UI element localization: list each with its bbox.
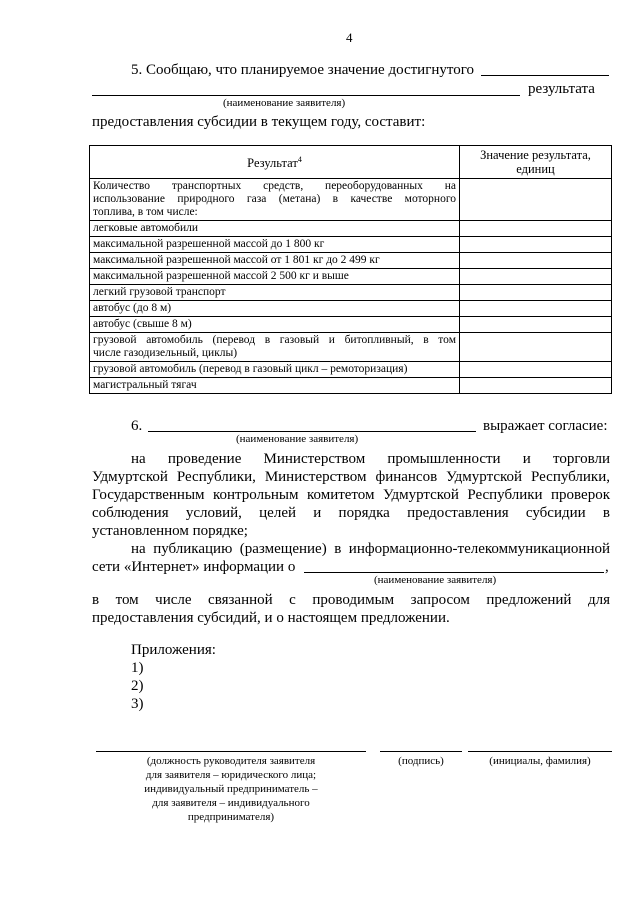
table-row [90, 269, 612, 285]
row-label: магистральный тягач [90, 378, 460, 394]
table-row [90, 362, 612, 378]
attachment-item-1: 1) [131, 660, 144, 676]
signature-sign-line [380, 751, 462, 752]
section6-blank-1 [148, 431, 476, 432]
section6-caption-2: (наименование заявителя) [374, 574, 497, 586]
section5-blank-2 [92, 95, 520, 96]
section5-blank-1 [481, 75, 609, 76]
section6-number: 6. [131, 418, 143, 434]
results-table [89, 145, 612, 394]
attachment-item-3: 3) [131, 696, 144, 712]
section6-p2-line1: на публикацию (размещение) в информационно-телекоммуникационной [131, 541, 610, 557]
table-row [90, 221, 612, 237]
table-row [90, 301, 612, 317]
section6-p2-line2: сети «Интернет» информации о [92, 559, 296, 575]
page-number: 4 [346, 30, 353, 45]
header-value: Значение результата, единиц [460, 146, 612, 179]
header-result: Результат$^4$ [90, 146, 460, 179]
row-label: Количество транспортных средств, переоборудованных на использование природного газа (метана) в качестве моторного топлива, в том числе: [90, 179, 460, 221]
row-value-input[interactable] [460, 179, 612, 221]
row-value-input[interactable] [460, 221, 612, 237]
table-row [90, 179, 612, 221]
section6-caption-1: (наименование заявителя) [236, 433, 359, 445]
section6-p1-line2: Удмуртской Республики, Министерством финансов Удмуртской Республики, [92, 469, 610, 485]
signature-name-caption: (инициалы, фамилия) [489, 755, 591, 767]
row-value-input[interactable] [460, 269, 612, 285]
row-label: грузовой автомобиль (перевод в газовый и битопливный, в том числе газодизельный, циклы) [90, 333, 460, 362]
signature-position-caption: (должность руководителя заявителя для заявителя – юридического лица; индивидуальный предприниматель – для заявителя – индивидуального предпринимателя) [144, 755, 318, 823]
section5-line3: предоставления субсидии в текущем году, составит: [92, 114, 426, 130]
row-value-input[interactable] [460, 253, 612, 269]
row-value-input[interactable] [460, 301, 612, 317]
row-label: грузовой автомобиль (перевод в газовый цикл – ремоторизация) [90, 362, 460, 378]
section5-result-word: результата [528, 81, 595, 97]
table-row [90, 317, 612, 333]
row-label: максимальной разрешенной массой от 1 801 кг до 2 499 кг [90, 253, 460, 269]
signature-name-line [468, 751, 612, 752]
section5-caption: (наименование заявителя) [223, 97, 346, 109]
section6-p3-line1: в том числе связанной с проводимым запросом предложений для [92, 592, 610, 608]
row-label: автобус (свыше 8 м) [90, 317, 460, 333]
table-row [90, 237, 612, 253]
signature-position-line [96, 751, 366, 752]
row-label: максимальной разрешенной массой до 1 800 кг [90, 237, 460, 253]
row-label: легкий грузовой транспорт [90, 285, 460, 301]
table-row [90, 253, 612, 269]
row-value-input[interactable] [460, 285, 612, 301]
section6-consent: выражает согласие: [483, 418, 608, 434]
table-row [90, 333, 612, 362]
section6-p1-line4: соблюдения условий, целей и порядка предоставления субсидии в [92, 505, 610, 521]
signature-sign-caption: (подпись) [398, 755, 444, 767]
table-row [90, 285, 612, 301]
table-row [90, 378, 612, 394]
row-label: легковые автомобили [90, 221, 460, 237]
row-value-input[interactable] [460, 378, 612, 394]
row-label: автобус (до 8 м) [90, 301, 460, 317]
table-header-row [90, 146, 612, 179]
section6-p3-line2: предоставления субсидий, и о настоящем предложении. [92, 610, 450, 626]
section6-blank-2 [304, 572, 604, 573]
section6-p2-comma: , [605, 559, 609, 575]
row-value-input[interactable] [460, 237, 612, 253]
section5-line1: 5. Сообщаю, что планируемое значение достигнутого [131, 62, 475, 78]
section6-p1-line1: на проведение Министерством промышленности и торговли [131, 451, 610, 467]
section6-p1-line3: Государственным контрольным комитетом Удмуртской Республики проверок [92, 487, 610, 503]
attachment-item-2: 2) [131, 678, 144, 694]
attachments-title: Приложения: [131, 642, 216, 658]
row-value-input[interactable] [460, 333, 612, 362]
section6-p1-last: установленном порядке; [92, 523, 248, 539]
row-value-input[interactable] [460, 362, 612, 378]
row-label: максимальной разрешенной массой 2 500 кг и выше [90, 269, 460, 285]
row-value-input[interactable] [460, 317, 612, 333]
